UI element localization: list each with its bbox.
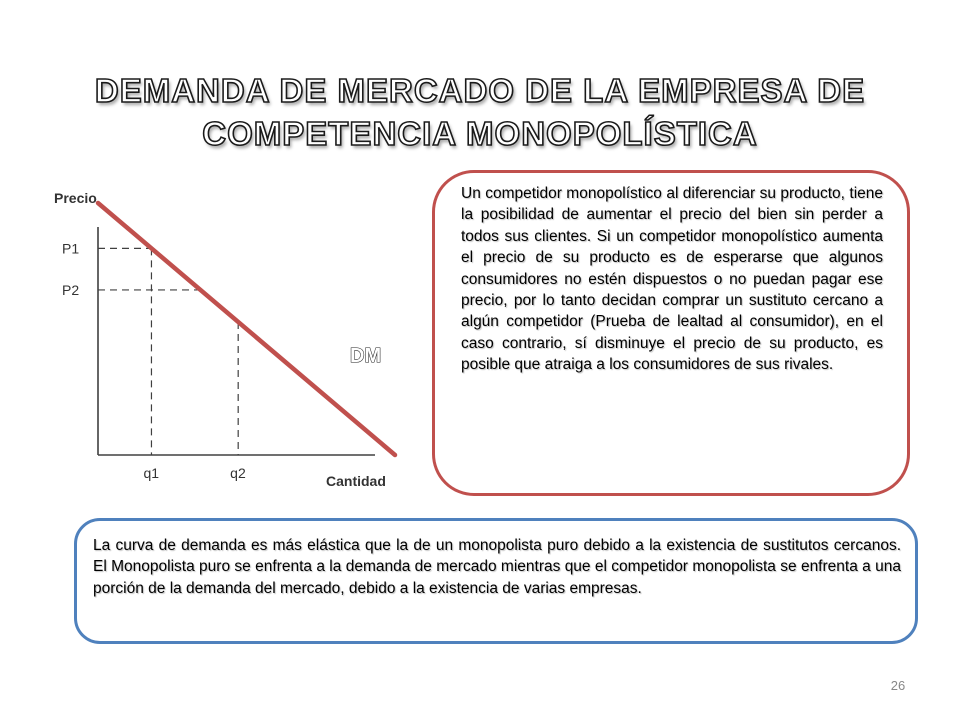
price-tick-p1: P1 [62,240,80,257]
quantity-axis-label: Cantidad [326,473,386,489]
explanation-text: Un competidor monopolístico al diferenciar su producto, tiene la posibilidad de aumentar el precio del bien sin perder a todos sus clientes. Si un competidor monopolístico aumenta el precio de su producto es de esperarse que algunos consumidores no estén dispuestos o no puedan pagar ese precio, por lo tanto decidan comprar un sustituto cercano a algún competidor (Prueba de lealtad al consumidor), en el caso contrario, sí disminuye el precio de su producto, es posible que atraiga a los consumidores de sus rivales. [461,185,883,373]
elasticity-note-box [74,518,918,644]
quantity-tick-q1: q1 [143,465,160,481]
price-axis-label: Precio [54,190,97,206]
explanation-box [432,170,910,496]
elasticity-note-text: La curva de demanda es más elástica que la de un monopolista puro debido a la existencia de sustitutos cercanos. El Monopolista puro se enfrenta a la demanda de mercado mientras que el competidor monopolista se enfrenta a una porción de la demanda del mercado, debido a la existencia de varias empresas. [93,537,901,597]
demand-curve-label: DM [350,345,382,367]
price-tick-p2: P2 [62,281,80,298]
title-line-2: COMPETENCIA MONOPOLÍSTICA [202,114,758,152]
quantity-tick-q2: q2 [230,465,246,481]
title-line-1: DEMANDA DE MERCADO DE LA EMPRESA DE [94,72,866,109]
page-number: 26 [890,678,906,693]
demand-curve [98,203,395,455]
